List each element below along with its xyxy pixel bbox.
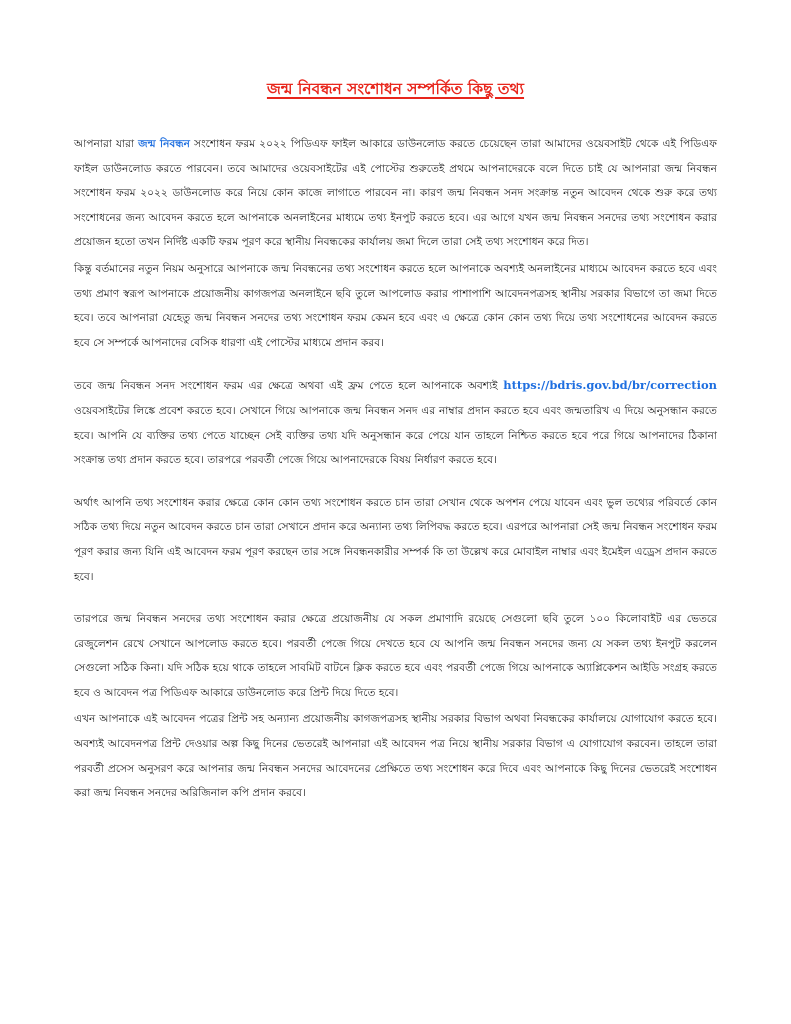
paragraph-1-after: সংশোধন ফরম ২০২২ পিডিএফ ফাইল আকারে ডাউনলোড করতে চেয়েছেন তারা আমাদের ওয়েবসাইট থেকে এই পিডিএফ ফাইল ডাউনলোড করতে পারবেন। তবে আমাদের ওয়েবসাইটের এই পোস্টের শুরুতেই প্রথমে আপনাদেরকে বলে দিতে চাই যে আপনারা জন্ম নিবন্ধন সংশোধন ফরম ২০২২ ডাউনলোড করে নিয়ে কোন কাজে লাগাতে পারবেন না। কারণ জন্ম নিবন্ধন সনদ সংক্রান্ত নতুন আবেদন থেকে শুরু করে তথ্য সংশোধনের জন্য আবেদন করতে হলে আপনাকে অনলাইনের মাধ্যমে তথ্য ইনপুট করতে হবে। এর আগে যখন জন্ম নিবন্ধন সনদের তথ্য সংশোধন করার প্রয়োজন হতো তখন নির্দিষ্ট একটি ফরম পূরণ করে স্থানীয় নিবন্ধকের কার্যালয় জমা দিলে তারা সেই তথ্য সংশোধন করে দিত।	[74, 138, 717, 249]
paragraph-5: তারপরে জন্ম নিবন্ধন সনদের তথ্য সংশোধন করার ক্ষেত্রে প্রয়োজনীয় যে সকল প্রমাণাদি রয়েছে সেগুলো ছবি তুলে ১০০ কিলোবাইট এর ভেতরে রেজুলেশন রেখে সেখানে আপলোড করতে হবে। পরবর্তী পেজে গিয়ে দেখতে হবে যে আপনি জন্ম নিবন্ধন সনদের জন্য যে সকল তথ্য ইনপুট করলেন সেগুলো সঠিক কিনা। যদি সঠিক হয়ে থাকে তাহলে সাবমিট বাটনে ক্লিক করতে হবে এবং পরবর্তী পেজে গিয়ে আপনাকে অ্যাপ্লিকেশন আইডি সংগ্রহ করতে হবে ও আবেদন পত্র পিডিএফ আকারে ডাউনলোড করে প্রিন্ট দিয়ে দিতে হবে।	[74, 613, 717, 699]
paragraph-3-after: ওয়েবসাইটের লিঙ্কে প্রবেশ করতে হবে। সেখানে গিয়ে আপনাকে জন্ম নিবন্ধন সনদ এর নাম্বার প্রদান করতে হবে এবং জন্মতারিখ এ দিয়ে অনুসন্ধান করতে হবে। আপনি যে ব্যক্তির তথ্য পেতে যাচ্ছেন সেই ব্যক্তির তথ্য যদি অনুসন্ধান করে পেয়ে যান তাহলে নিশ্চিত করতে হবে পরে গিয়ে আপনাদের ঠিকানা সংক্রান্ত তথ্য প্রদান করতে হবে। তারপরে পরবর্তী পেজে গিয়ে আপনাদেরকে বিষয় নির্ধারণ করতে হবে।	[74, 404, 717, 467]
paragraph-6: এখন আপনাকে এই আবেদন পত্রের প্রিন্ট সহ অন্যান্য প্রয়োজনীয় কাগজপত্রসহ স্থানীয় সরকার বিভাগ অথবা নিবন্ধকের কার্যালয়ে যোগাযোগ করতে হবে। অবশ্যই আবেদনপত্র প্রিন্ট দেওয়ার অল্প কিছু দিনের ভেতরেই আপনারা এই আবেদন পত্র নিয়ে স্থানীয় সরকার বিভাগ এ যোগাযোগ করবেন। তাহলে তারা পরবর্তী প্রসেস অনুসরণ করে আপনার জন্ম নিবন্ধন সনদের আবেদনের প্রেক্ষিতে তথ্য সংশোধন করে দিবে এবং আপনাকে কিছু দিনের ভেতরেই সংশোধন করা জন্ম নিবন্ধন সনদের অরিজিনাল কপি প্রদান করবে।	[74, 713, 717, 800]
correction-url-link[interactable]: https://bdris.gov.bd/br/correction	[503, 378, 717, 393]
paragraph-1	[74, 132, 717, 255]
paragraph-4: অর্থাৎ আপনি তথ্য সংশোধন করার ক্ষেত্রে কোন কোন তথ্য সংশোধন করতে চান তারা সেখান থেকে অপশন পেয়ে যাবেন এবং ভুল তথ্যের পরিবর্তে কোন সঠিক তথ্য দিয়ে নতুন আবেদন করতে চান তারা সেখানে প্রদান করে অন্যান্য তথ্য লিপিবদ্ধ করতে হবে। এরপরে আপনারা সেই জন্ম নিবন্ধন সংশোধন ফরম পূরণ করার জন্য যিনি এই আবেদন ফরম পূরণ করছেন তার সঙ্গে নিবন্ধনকারীর সম্পর্ক কি তা উল্লেখ করে মোবাইল নাম্বার এবং ইমেইল এড্রেস প্রদান করতে হবে।	[74, 496, 717, 583]
paragraph-1-before: আপনারা যারা	[74, 138, 139, 150]
paragraph-2: কিন্তু বর্তমানের নতুন নিয়ম অনুসারে আপনাকে জন্ম নিবন্ধনের তথ্য সংশোধন করতে হলে আপনাকে অবশ্যই অনলাইনের মাধ্যমে আবেদন করতে হবে এবং তথ্য প্রমাণ স্বরূপ আপনাকে প্রয়োজনীয় কাগজপত্র অনলাইনে ছবি তুলে আপলোড করার পাশাপাশি আবেদনপত্রসহ স্থানীয় সরকার বিভাগে তা জমা দিতে হবে। তবে আপনারা যেহেতু জন্ম নিবন্ধন সনদের তথ্য সংশোধন ফরম কেমন হবে এবং এ ক্ষেত্রে কোন কোন তথ্য দিয়ে তথ্য সংশোধনের আবেদন করতে হবে সে সম্পর্কে আপনাদের বেসিক ধারণা এই পোস্টের মাধ্যমে প্রদান করব।	[74, 262, 717, 349]
birth-registration-keyword: জন্ম নিবন্ধন	[138, 138, 191, 150]
paragraph-3	[74, 373, 717, 472]
document-body	[74, 132, 717, 806]
page-title	[0, 78, 791, 100]
paragraph-3-before: তবে জন্ম নিবন্ধন সনদ সংশোধন ফরম এর ক্ষেত্রে অথবা এই ফ্রম পেতে হলে আপনাকে অবশ্যই	[74, 380, 504, 393]
page-title-text: জন্ম নিবন্ধন সংশোধন সম্পর্কিত কিছু তথ্য	[266, 80, 525, 98]
